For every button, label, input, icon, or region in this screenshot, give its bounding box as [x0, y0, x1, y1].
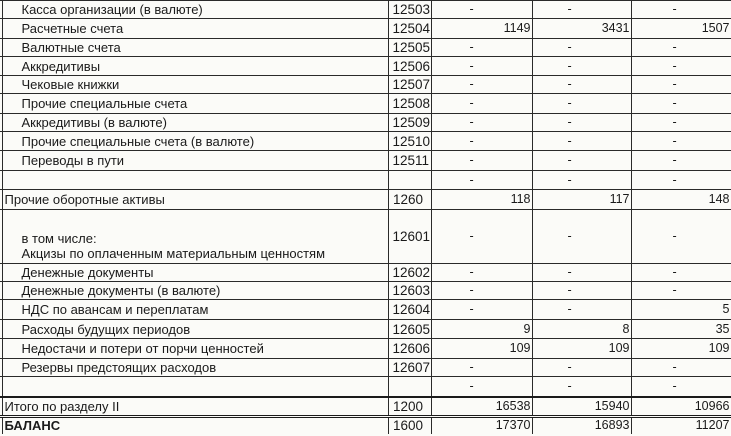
table-row	[0, 300, 731, 320]
value-cell-v1: 118	[431, 190, 532, 210]
value-cell-v2: -	[532, 57, 631, 76]
value-cell-v2: -	[532, 94, 631, 114]
line-item-name: Аккредитивы (в валюте)	[2, 114, 388, 132]
value-cell-v1: -	[431, 76, 532, 94]
value-cell-v2: -	[532, 171, 631, 190]
line-code: 12603	[388, 282, 431, 300]
line-code: 12509	[388, 114, 431, 132]
line-code: 1260	[388, 190, 431, 210]
line-item-name: БАЛАНС	[2, 417, 388, 434]
value-cell-v3: -	[631, 282, 731, 300]
value-cell-v3: -	[631, 377, 731, 397]
value-cell-v3: 11207	[631, 417, 731, 434]
table-row	[0, 320, 731, 339]
line-code: 12607	[388, 359, 431, 377]
line-item-name: Чековые книжки	[2, 76, 388, 94]
line-code: 12506	[388, 57, 431, 76]
table-row	[0, 151, 731, 171]
line-item-name: Переводы в пути	[2, 151, 388, 171]
value-cell-v1: 16538	[431, 397, 532, 417]
section-total-row	[0, 397, 731, 417]
table-row	[0, 359, 731, 377]
value-cell-v3: 35	[631, 320, 731, 339]
table-row	[0, 39, 731, 57]
value-cell-v3: -	[631, 359, 731, 377]
value-cell-v1: -	[431, 1, 532, 19]
value-cell-v1: -	[431, 151, 532, 171]
value-cell-v1: -	[431, 282, 532, 300]
line-code: 12505	[388, 39, 431, 57]
value-cell-v3: 109	[631, 339, 731, 359]
line-code: 12602	[388, 264, 431, 282]
value-cell-v3: -	[631, 210, 731, 264]
value-cell-v2: 15940	[532, 397, 631, 417]
table-row	[0, 19, 731, 39]
value-cell-v1: 17370	[431, 417, 532, 434]
value-cell-v1: -	[431, 359, 532, 377]
table-row	[0, 94, 731, 114]
value-cell-v3: 10966	[631, 397, 731, 417]
value-cell-v3: -	[631, 76, 731, 94]
value-cell-v2: 8	[532, 320, 631, 339]
value-cell-v1: 1149	[431, 19, 532, 39]
value-cell-v1: -	[431, 171, 532, 190]
value-cell-v3: -	[631, 57, 731, 76]
value-cell-v3: -	[631, 264, 731, 282]
value-cell-v2: -	[532, 1, 631, 19]
line-code: 12503	[388, 1, 431, 19]
value-cell-v2: -	[532, 282, 631, 300]
value-cell-v1: -	[431, 210, 532, 264]
line-item-name: Прочие оборотные активы	[2, 190, 388, 210]
line-item-name: в том числе: Акцизы по оплаченным материальным ценностям	[2, 210, 388, 264]
value-cell-v2: -	[532, 359, 631, 377]
line-item-name: Валютные счета	[2, 39, 388, 57]
value-cell-v2: -	[532, 264, 631, 282]
line-item-name: Денежные документы	[2, 264, 388, 282]
value-cell-v1: 109	[431, 339, 532, 359]
table-row	[0, 377, 731, 397]
table-row	[0, 282, 731, 300]
value-cell-v3: -	[631, 1, 731, 19]
line-code	[388, 171, 431, 190]
table-row	[0, 114, 731, 132]
line-item-name: НДС по авансам и переплатам	[2, 300, 388, 320]
value-cell-v3: 5	[631, 300, 731, 320]
line-item-name	[2, 171, 388, 190]
line-item-name: Прочие специальные счета	[2, 94, 388, 114]
line-item-name	[2, 377, 388, 397]
value-cell-v3: -	[631, 39, 731, 57]
line-item-name: Денежные документы (в валюте)	[2, 282, 388, 300]
line-item-name: Прочие специальные счета (в валюте)	[2, 132, 388, 151]
value-cell-v2: -	[532, 210, 631, 264]
value-cell-v1: -	[431, 114, 532, 132]
value-cell-v1: -	[431, 300, 532, 320]
value-cell-v1: -	[431, 264, 532, 282]
value-cell-v1: -	[431, 57, 532, 76]
line-code: 1200	[388, 397, 431, 417]
line-code	[388, 377, 431, 397]
table-row	[0, 264, 731, 282]
line-code: 12504	[388, 19, 431, 39]
value-cell-v3: 1507	[631, 19, 731, 39]
balance-table-body	[0, 1, 731, 434]
table-row	[0, 190, 731, 210]
line-code: 12508	[388, 94, 431, 114]
value-cell-v2: -	[532, 132, 631, 151]
value-cell-v1: 9	[431, 320, 532, 339]
value-cell-v1: -	[431, 132, 532, 151]
value-cell-v3: -	[631, 151, 731, 171]
value-cell-v2: -	[532, 76, 631, 94]
line-code: 12605	[388, 320, 431, 339]
value-cell-v3: -	[631, 171, 731, 190]
line-item-name: Аккредитивы	[2, 57, 388, 76]
line-item-name: Итого по разделу II	[2, 397, 388, 417]
line-code: 12606	[388, 339, 431, 359]
value-cell-v3: -	[631, 114, 731, 132]
table-row	[0, 210, 731, 264]
table-row	[0, 132, 731, 151]
table-row	[0, 76, 731, 94]
value-cell-v1: -	[431, 94, 532, 114]
value-cell-v2: 109	[532, 339, 631, 359]
balance-total-row	[0, 417, 731, 434]
table-row	[0, 339, 731, 359]
value-cell-v2: -	[532, 39, 631, 57]
line-code: 12511	[388, 151, 431, 171]
line-item-name: Касса организации (в валюте)	[2, 1, 388, 19]
value-cell-v2: -	[532, 151, 631, 171]
line-code: 12507	[388, 76, 431, 94]
value-cell-v3: -	[631, 94, 731, 114]
line-item-name: Расходы будущих периодов	[2, 320, 388, 339]
value-cell-v2: -	[532, 377, 631, 397]
line-code: 1600	[388, 417, 431, 434]
value-cell-v2: 3431	[532, 19, 631, 39]
table-row	[0, 57, 731, 76]
value-cell-v2: 117	[532, 190, 631, 210]
value-cell-v2: 16893	[532, 417, 631, 434]
line-code: 12601	[388, 210, 431, 264]
value-cell-v3: 148	[631, 190, 731, 210]
line-item-name: Расчетные счета	[2, 19, 388, 39]
table-row	[0, 1, 731, 19]
table-row	[0, 171, 731, 190]
value-cell-v1: -	[431, 39, 532, 57]
line-code: 12510	[388, 132, 431, 151]
line-code: 12604	[388, 300, 431, 320]
value-cell-v1: -	[431, 377, 532, 397]
value-cell-v3: -	[631, 132, 731, 151]
value-cell-v2: -	[532, 300, 631, 320]
value-cell-v2: -	[532, 114, 631, 132]
line-item-name: Недостачи и потери от порчи ценностей	[2, 339, 388, 359]
line-item-name: Резервы предстоящих расходов	[2, 359, 388, 377]
